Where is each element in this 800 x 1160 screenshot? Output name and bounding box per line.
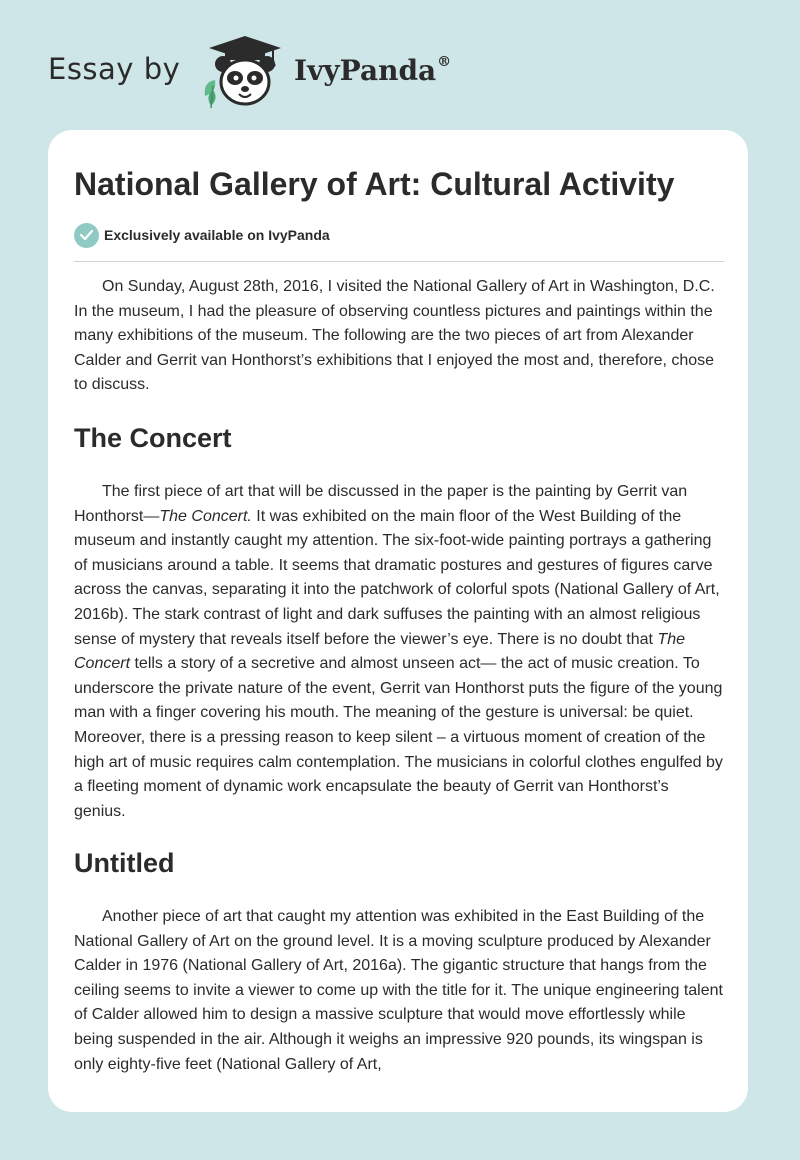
brand-text: IvyPanda	[294, 54, 437, 87]
concert-text-a: The first piece of art that will be discussed in the paper is the painting by Gerrit van Honthorst—	[74, 483, 688, 525]
brand-name[interactable]	[294, 54, 451, 87]
registered-mark: ®	[437, 53, 452, 70]
untitled-paragraph: Another piece of art that caught my attention was exhibited in the East Building of the National Gallery of Art on the ground level. It is a moving sculpture produced by Alexander Calder in 1976 (National Gallery of Art, 2016a). The gigantic structure that hangs from the ceiling seems to invite a viewer to come up with the title for it. The unique engineering talent of Calder allowed him to design a massive sculpture that would move effortlessly while being suspended in the air. Although it weighs an impressive 920 pounds, its wingspan is only eighty-five feet (National Gallery of Art,	[74, 908, 723, 1073]
concert-title-italic-b: The Concert	[74, 630, 685, 673]
exclusive-badge-label: Exclusively available on IvyPanda	[104, 227, 330, 243]
concert-title-italic-a: The Concert.	[159, 507, 252, 525]
essay-by-label: Essay by	[48, 52, 181, 86]
intro-paragraph: On Sunday, August 28th, 2016, I visited the National Gallery of Art in Washington, D.C. In the museum, I had the pleasure of observing countless pictures and paintings within the many exhibitions of the museum. The following are the two pieces of art from Alexander Calder and Gerrit van Honthorst’s exhibitions that I enjoyed the most and, therefore, chose to discuss.	[74, 278, 715, 394]
section-heading-the-concert: The Concert	[74, 423, 232, 453]
check-icon	[74, 223, 99, 248]
page-title: National Gallery of Art: Cultural Activity	[74, 166, 675, 202]
concert-paragraph	[74, 480, 724, 824]
exclusive-badge	[74, 222, 330, 248]
divider	[74, 261, 724, 262]
concert-text-c: tells a story of a secretive and almost unseen act— the act of music creation. To underscore the private nature of the event, Gerrit van Honthorst puts the figure of the young man with a finger covering his mouth. The meaning of the gesture is universal: be quiet. Moreover, there is a pressing reason to keep silent – a virtuous moment of creation of the high art of music requires calm contemplation. The musicians in colorful clothes engulfed by a fleeting moment of dynamic work encapsulate the beauty of Gerrit van Honthorst’s genius.	[74, 655, 723, 820]
article-card	[48, 130, 748, 1112]
site-header	[48, 34, 468, 110]
panda-logo-icon[interactable]	[201, 34, 289, 110]
section-heading-untitled: Untitled	[74, 848, 175, 878]
concert-text-b: It was exhibited on the main floor of the West Building of the museum and instantly caught my attention. The six-foot-wide painting portrays a gathering of musicians around a table. It seems that dramatic postures and gestures of figures carve across the canvas, separating it into the patchwork of colorful spots (National Gallery of Art, 2016b). The stark contrast of light and dark suffuses the painting with an almost religious sense of mystery that reveals itself before the viewer’s eye. There is no doubt that	[74, 507, 720, 648]
